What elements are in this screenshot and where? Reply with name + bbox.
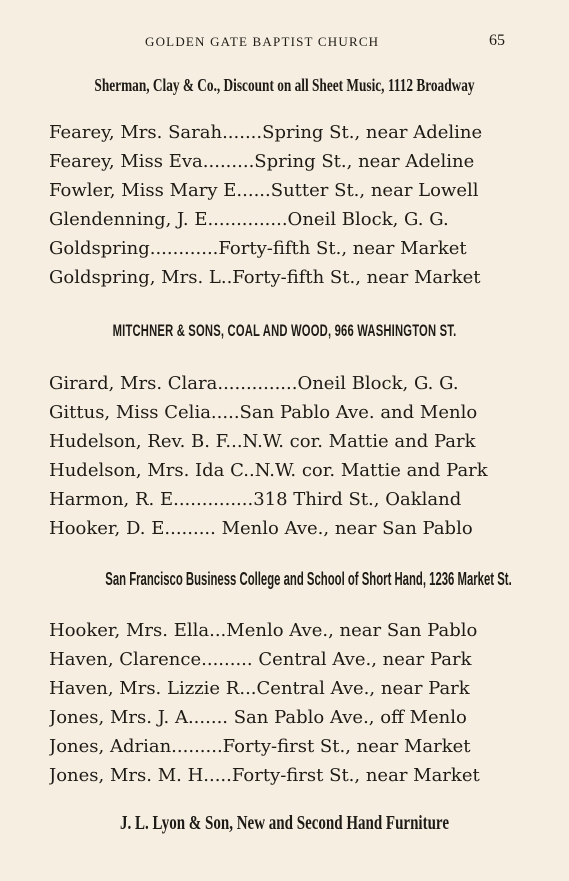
directory-entry: Harmon, R. E..............318 Third St., Oakland bbox=[49, 489, 462, 510]
directory-entry: Goldspring, Mrs. L..Forty-fifth St., near Market bbox=[49, 267, 481, 288]
directory-entry: Gittus, Miss Celia.....San Pablo Ave. and Menlo bbox=[49, 402, 478, 423]
directory-section-1 bbox=[49, 118, 507, 292]
directory-entry: Jones, Mrs. J. A....... San Pablo Ave., off Menlo bbox=[49, 707, 467, 728]
directory-entry: Girard, Mrs. Clara..............Oneil Block, G. G. bbox=[49, 373, 459, 394]
directory-entry: Hudelson, Rev. B. F...N.W. cor. Mattie and Park bbox=[49, 431, 476, 452]
directory-entry: Fowler, Miss Mary E......Sutter St., near Lowell bbox=[49, 180, 479, 201]
advertisement-lyon-furniture: J. L. Lyon & Son, New and Second Hand Furniture bbox=[120, 812, 449, 834]
directory-entry: Haven, Mrs. Lizzie R...Central Ave., near Park bbox=[49, 678, 470, 699]
directory-entry: Hooker, D. E......... Menlo Ave., near San Pablo bbox=[49, 518, 473, 539]
page-number: 65 bbox=[489, 32, 505, 49]
directory-entry: Jones, Adrian.........Forty-first St., near Market bbox=[49, 736, 471, 757]
directory-entry: Fearey, Mrs. Sarah.......Spring St., near Adeline bbox=[49, 122, 483, 143]
advertisement-business-college: San Francisco Business College and School of Short Hand, 1236 Market St. bbox=[105, 569, 512, 589]
directory-section-3 bbox=[49, 616, 507, 790]
page-header bbox=[0, 34, 569, 52]
directory-entry: Hooker, Mrs. Ella...Menlo Ave., near San Pablo bbox=[49, 620, 478, 641]
directory-entry: Glendenning, J. E..............Oneil Block, G. G. bbox=[49, 209, 449, 230]
directory-entry: Fearey, Miss Eva.........Spring St., near Adeline bbox=[49, 151, 475, 172]
advertisement-mitchner-sons: MITCHNER & SONS, COAL AND WOOD, 966 WASHINGTON ST. bbox=[112, 321, 457, 340]
directory-entry: Haven, Clarence......... Central Ave., near Park bbox=[49, 649, 472, 670]
directory-entry: Hudelson, Mrs. Ida C..N.W. cor. Mattie and Park bbox=[49, 460, 488, 481]
directory-section-2 bbox=[49, 369, 507, 543]
advertisement-sherman-clay: Sherman, Clay & Co., Discount on all Sheet Music, 1112 Broadway bbox=[94, 75, 475, 95]
directory-entry: Jones, Mrs. M. H.....Forty-first St., near Market bbox=[49, 765, 480, 786]
running-title: GOLDEN GATE BAPTIST CHURCH bbox=[145, 34, 380, 49]
directory-entry: Goldspring............Forty-fifth St., near Market bbox=[49, 238, 467, 259]
